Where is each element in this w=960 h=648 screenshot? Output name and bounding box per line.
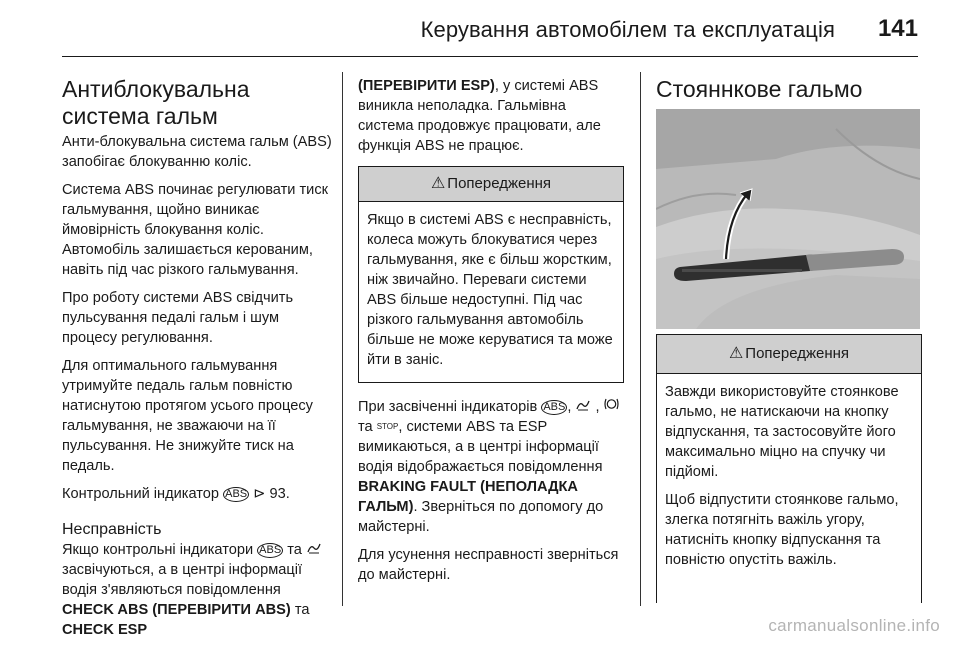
section-title-abs: Антиблокувальна система гальм <box>62 76 250 129</box>
header-rule <box>62 56 918 57</box>
paragraph-indicator-ref: Контрольний індикатор ABS ⊳ 93. <box>62 486 290 502</box>
warning-body: Якщо в системі ABS є несправність, колеса можуть блокуватися через гальмування, яке є більш жорстким, ніж звичайно. Переваги системи ABS більше недоступні. Під час різкого гальмування автомобіль більше не може керуватися та може йти в заніс. <box>367 212 613 368</box>
paragraph: Про роботу системи ABS свідчить пульсування педалі гальм і шум процесу регулювання. <box>62 290 294 346</box>
stop-indicator-icon: STOP <box>376 422 399 431</box>
paragraph: Система ABS починає регулювати тиск гальмування, щойно виникає ймовірність блокування коліс. Автомобіль залишається керованим, навіть під час різкого гальмування. <box>62 182 329 278</box>
warning-header: ⚠ Попередження <box>359 167 623 202</box>
paragraph-braking-fault: При засвіченні індикаторів ABS , , та STOP, системи ABS та ESP вимикаються, а в центрі інформації водія відображається повідомлення BRAKING FAULT (НЕПОЛАДКА ГАЛЬМ). Зверніться по допомогу до майстерні. <box>358 397 624 537</box>
watermark: carmanualsonline.info <box>768 616 940 635</box>
parking-brake-lever-drawing <box>656 109 920 329</box>
page-ref-icon: ⊳ <box>253 486 266 502</box>
warning-box-abs <box>358 166 624 383</box>
esp-indicator-icon <box>306 542 322 558</box>
esp-indicator-icon <box>575 399 595 415</box>
message-check-esp: CHECK ESP <box>62 622 148 638</box>
paragraph: Для оптимального гальмування утримуйте педаль гальм повністю натиснутою протягом усього процесу гальмування, не зважаючи на її пульсування. Не знижуйте тиск на педаль. <box>62 358 313 474</box>
abs-indicator-icon: ABS <box>225 488 248 500</box>
paragraph: (ПЕРЕВІРИТИ ESP), у системі ABS виникла неполадка. Гальмівна система продовжує працювати, але функція ABS не працює. <box>358 78 601 154</box>
parking-brake-illustration <box>656 109 920 329</box>
section-title-parking-brake: Стояннкове гальмо <box>656 76 863 102</box>
column-parking-brake <box>656 76 920 329</box>
subsection-title-fault: Несправність <box>62 521 162 538</box>
brake-indicator-icon <box>604 399 619 415</box>
warning-triangle-icon: ⚠ <box>430 175 446 192</box>
warning-header: ⚠ Попередження <box>657 335 921 374</box>
column-divider-1 <box>342 72 343 606</box>
abs-indicator-icon: ABS <box>259 544 282 556</box>
paragraph-fault: Якщо контрольні індикатори ABS та засвічуються, а в центрі інформації водія з'являються повідомлення CHECK ABS (ПЕРЕВІРИТИ ABS) та CHECK ESP <box>62 540 334 640</box>
column-abs <box>62 76 334 648</box>
warning-body: Завжди використовуйте стоянкове гальмо, не натискаючи на кнопку відпускання, та застосовуйте його максимально міцно на спучку чи підйомі. Щоб відпустити стоянкове гальмо, злегка потягніть важіль угору, натисніть кнопку відпускання та повністю опустіть важіль. <box>665 384 899 568</box>
header-title: Керування автомобілем та експлуатація <box>420 17 835 42</box>
abs-indicator-icon: ABS <box>543 401 566 413</box>
page-number: 141 <box>877 15 918 42</box>
column-abs-continued <box>358 76 624 593</box>
message-check-abs: CHECK ABS (ПЕРЕВІРИТИ ABS) <box>62 602 291 618</box>
paragraph: Анти-блокувальна система гальм (ABS) запобігає блокуванню коліс. <box>62 134 332 170</box>
message-braking-fault: BRAKING FAULT (НЕПОЛАДКА ГАЛЬМ) <box>358 479 578 515</box>
column-divider-2 <box>640 72 641 606</box>
warning-box-parking-brake <box>656 334 922 603</box>
page-header <box>0 0 960 62</box>
paragraph: Для усунення несправності зверніться до майстерні. <box>358 547 619 583</box>
warning-triangle-icon: ⚠ <box>728 345 744 362</box>
